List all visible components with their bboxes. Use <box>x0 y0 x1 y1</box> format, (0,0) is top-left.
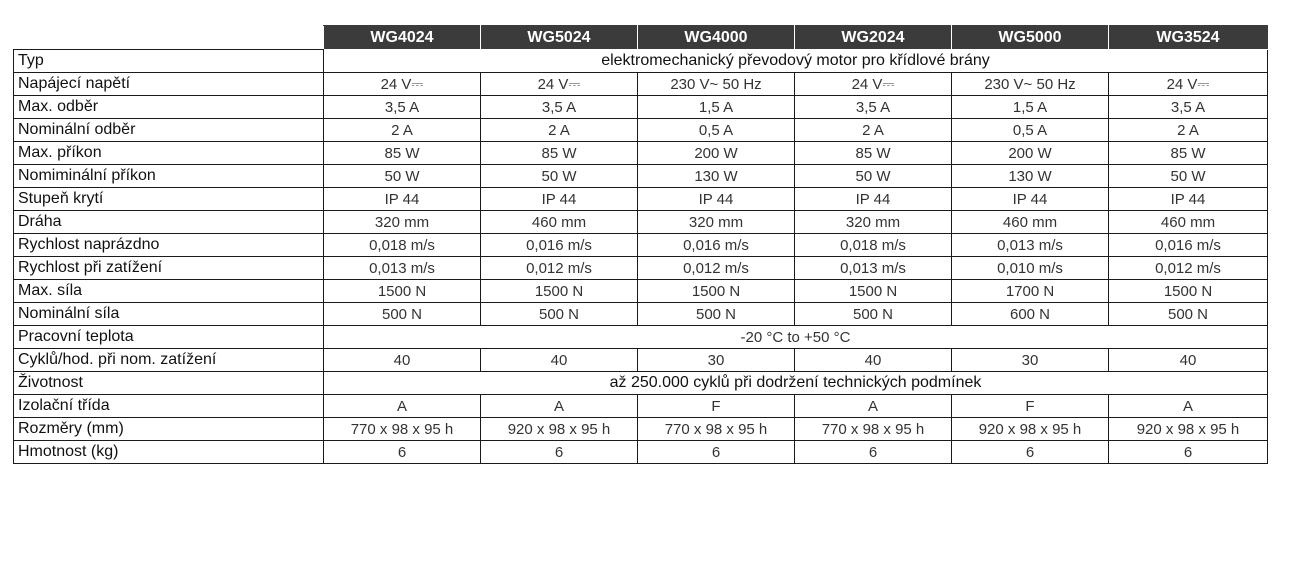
row-label: Izolační třída <box>14 395 324 418</box>
value-cell: 200 W <box>952 142 1109 165</box>
value-cell: 85 W <box>481 142 638 165</box>
value-cell: A <box>795 395 952 418</box>
model-header: WG5000 <box>952 26 1109 50</box>
value-cell: A <box>324 395 481 418</box>
value-cell: 460 mm <box>1109 211 1268 234</box>
value-cell: IP 44 <box>795 188 952 211</box>
row-label: Životnost <box>14 372 324 395</box>
value-cell: 460 mm <box>481 211 638 234</box>
table-row <box>14 372 1268 395</box>
value-cell: 30 <box>952 349 1109 372</box>
model-header: WG4024 <box>324 26 481 50</box>
value-cell: 50 W <box>795 165 952 188</box>
table-row <box>14 326 1268 349</box>
value-cell: 1,5 A <box>952 96 1109 119</box>
spec-table-header <box>14 26 1268 50</box>
value-cell: 30 <box>638 349 795 372</box>
value-cell: 3,5 A <box>324 96 481 119</box>
spanning-value-cell: -20 °C to +50 °C <box>324 326 1268 349</box>
value-cell: 24 V⎓ <box>481 73 638 96</box>
value-cell: 6 <box>1109 441 1268 464</box>
spanning-value-cell: elektromechanický převodový motor pro křídlové brány <box>324 50 1268 73</box>
value-cell: A <box>481 395 638 418</box>
value-cell: 50 W <box>324 165 481 188</box>
value-cell: 500 N <box>481 303 638 326</box>
row-label: Cyklů/hod. při nom. zatížení <box>14 349 324 372</box>
value-cell: 1500 N <box>795 280 952 303</box>
table-row <box>14 257 1268 280</box>
value-cell: 3,5 A <box>1109 96 1268 119</box>
row-label: Napájecí napětí <box>14 73 324 96</box>
value-cell: 320 mm <box>324 211 481 234</box>
row-label: Stupeň krytí <box>14 188 324 211</box>
value-cell: 0,018 m/s <box>795 234 952 257</box>
value-cell: 40 <box>481 349 638 372</box>
value-cell: 920 x 98 x 95 h <box>1109 418 1268 441</box>
value-cell: 500 N <box>324 303 481 326</box>
value-cell: 1500 N <box>1109 280 1268 303</box>
row-label: Nominální síla <box>14 303 324 326</box>
value-cell: 920 x 98 x 95 h <box>952 418 1109 441</box>
table-row <box>14 418 1268 441</box>
row-label: Pracovní teplota <box>14 326 324 349</box>
value-cell: 0,012 m/s <box>1109 257 1268 280</box>
row-label: Nomiminální příkon <box>14 165 324 188</box>
table-row <box>14 73 1268 96</box>
value-cell: 500 N <box>638 303 795 326</box>
value-cell: 130 W <box>638 165 795 188</box>
value-cell: 770 x 98 x 95 h <box>795 418 952 441</box>
row-label: Rychlost při zatížení <box>14 257 324 280</box>
model-header: WG5024 <box>481 26 638 50</box>
value-cell: 0,012 m/s <box>481 257 638 280</box>
value-cell: A <box>1109 395 1268 418</box>
value-cell: 1,5 A <box>638 96 795 119</box>
value-cell: 2 A <box>795 119 952 142</box>
table-row <box>14 96 1268 119</box>
spec-table-body <box>14 50 1268 464</box>
value-cell: 40 <box>795 349 952 372</box>
value-cell: 85 W <box>795 142 952 165</box>
value-cell: 3,5 A <box>481 96 638 119</box>
table-row <box>14 395 1268 418</box>
value-cell: IP 44 <box>481 188 638 211</box>
value-cell: 500 N <box>795 303 952 326</box>
value-cell: 0,016 m/s <box>1109 234 1268 257</box>
row-label: Max. odběr <box>14 96 324 119</box>
value-cell: 0,016 m/s <box>481 234 638 257</box>
row-label: Typ <box>14 50 324 73</box>
value-cell: 0,013 m/s <box>324 257 481 280</box>
table-row <box>14 303 1268 326</box>
value-cell: 24 V⎓ <box>324 73 481 96</box>
value-cell: F <box>638 395 795 418</box>
value-cell: 1500 N <box>481 280 638 303</box>
value-cell: 6 <box>795 441 952 464</box>
table-row <box>14 211 1268 234</box>
table-row <box>14 142 1268 165</box>
value-cell: 40 <box>1109 349 1268 372</box>
value-cell: 6 <box>638 441 795 464</box>
value-cell: 0,5 A <box>638 119 795 142</box>
row-label: Rozměry (mm) <box>14 418 324 441</box>
spanning-value-cell: až 250.000 cyklů při dodržení technických podmínek <box>324 372 1268 395</box>
value-cell: IP 44 <box>324 188 481 211</box>
table-row <box>14 188 1268 211</box>
value-cell: 24 V⎓ <box>795 73 952 96</box>
value-cell: 6 <box>952 441 1109 464</box>
value-cell: 770 x 98 x 95 h <box>638 418 795 441</box>
value-cell: 320 mm <box>795 211 952 234</box>
value-cell: F <box>952 395 1109 418</box>
value-cell: 0,016 m/s <box>638 234 795 257</box>
value-cell: 500 N <box>1109 303 1268 326</box>
value-cell: 0,012 m/s <box>638 257 795 280</box>
value-cell: 770 x 98 x 95 h <box>324 418 481 441</box>
row-label: Max. síla <box>14 280 324 303</box>
value-cell: 320 mm <box>638 211 795 234</box>
value-cell: 230 V~ 50 Hz <box>952 73 1109 96</box>
row-label: Hmotnost (kg) <box>14 441 324 464</box>
value-cell: 1500 N <box>324 280 481 303</box>
value-cell: 0,013 m/s <box>795 257 952 280</box>
value-cell: 2 A <box>481 119 638 142</box>
value-cell: 460 mm <box>952 211 1109 234</box>
row-label: Dráha <box>14 211 324 234</box>
value-cell: 0,010 m/s <box>952 257 1109 280</box>
row-label: Nominální odběr <box>14 119 324 142</box>
value-cell: 50 W <box>1109 165 1268 188</box>
table-row <box>14 165 1268 188</box>
table-row <box>14 119 1268 142</box>
value-cell: IP 44 <box>952 188 1109 211</box>
value-cell: 1700 N <box>952 280 1109 303</box>
value-cell: 920 x 98 x 95 h <box>481 418 638 441</box>
value-cell: 3,5 A <box>795 96 952 119</box>
value-cell: 230 V~ 50 Hz <box>638 73 795 96</box>
value-cell: IP 44 <box>638 188 795 211</box>
model-header: WG4000 <box>638 26 795 50</box>
value-cell: 0,018 m/s <box>324 234 481 257</box>
table-row <box>14 441 1268 464</box>
header-corner <box>14 26 324 50</box>
value-cell: 200 W <box>638 142 795 165</box>
value-cell: 50 W <box>481 165 638 188</box>
value-cell: 0,013 m/s <box>952 234 1109 257</box>
value-cell: 85 W <box>324 142 481 165</box>
model-header: WG3524 <box>1109 26 1268 50</box>
spec-table <box>13 25 1268 464</box>
value-cell: IP 44 <box>1109 188 1268 211</box>
model-header: WG2024 <box>795 26 952 50</box>
table-row <box>14 234 1268 257</box>
value-cell: 600 N <box>952 303 1109 326</box>
value-cell: 130 W <box>952 165 1109 188</box>
value-cell: 0,5 A <box>952 119 1109 142</box>
table-row <box>14 50 1268 73</box>
value-cell: 2 A <box>324 119 481 142</box>
value-cell: 2 A <box>1109 119 1268 142</box>
value-cell: 6 <box>481 441 638 464</box>
value-cell: 85 W <box>1109 142 1268 165</box>
value-cell: 40 <box>324 349 481 372</box>
value-cell: 1500 N <box>638 280 795 303</box>
table-row <box>14 280 1268 303</box>
value-cell: 24 V⎓ <box>1109 73 1268 96</box>
header-row <box>14 26 1268 50</box>
value-cell: 6 <box>324 441 481 464</box>
row-label: Max. příkon <box>14 142 324 165</box>
table-row <box>14 349 1268 372</box>
row-label: Rychlost naprázdno <box>14 234 324 257</box>
